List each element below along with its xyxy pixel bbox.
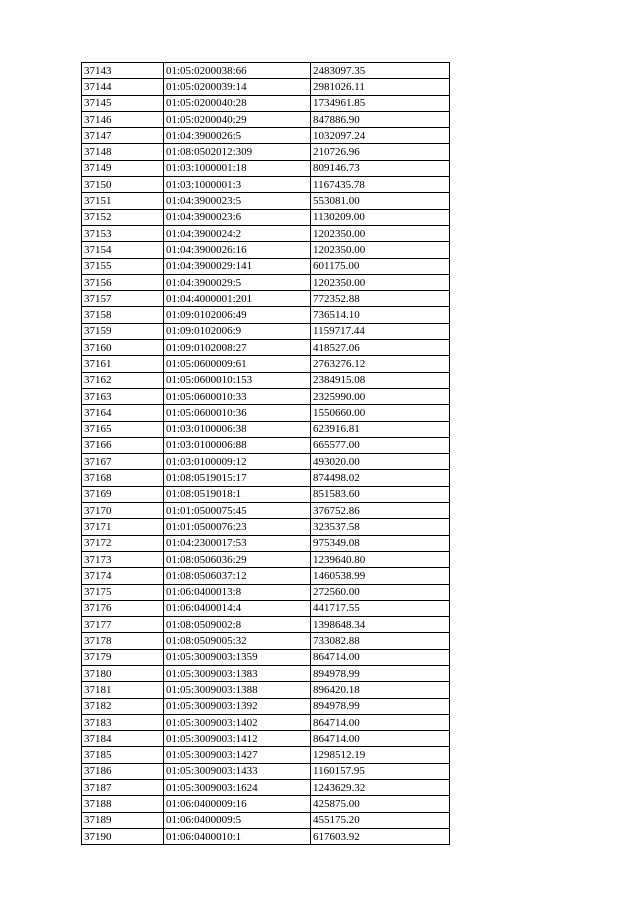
row-number-cell: 37146 — [82, 111, 164, 127]
cadastral-number-cell: 01:04:3900026:5 — [164, 128, 311, 144]
table-row — [82, 535, 450, 551]
cadastral-number-cell: 01:01:0500075:45 — [164, 503, 311, 519]
row-number-cell: 37164 — [82, 405, 164, 421]
cadastral-number-cell: 01:05:0600010:36 — [164, 405, 311, 421]
table-row — [82, 193, 450, 209]
cadastral-number-cell: 01:04:3900029:5 — [164, 274, 311, 290]
value-cell: 1202350.00 — [311, 274, 450, 290]
row-number-cell: 37160 — [82, 340, 164, 356]
cadastral-number-cell: 01:03:0100006:88 — [164, 437, 311, 453]
table-row — [82, 780, 450, 796]
table-row — [82, 242, 450, 258]
cadastral-number-cell: 01:03:1000001:18 — [164, 160, 311, 176]
table-row — [82, 617, 450, 633]
row-number-cell: 37162 — [82, 372, 164, 388]
spreadsheet-page — [81, 62, 449, 845]
row-number-cell: 37186 — [82, 763, 164, 779]
value-cell: 272560.00 — [311, 584, 450, 600]
row-number-cell: 37153 — [82, 225, 164, 241]
row-number-cell: 37177 — [82, 617, 164, 633]
row-number-cell: 37178 — [82, 633, 164, 649]
cadastral-number-cell: 01:03:0100006:38 — [164, 421, 311, 437]
table-row — [82, 698, 450, 714]
value-cell: 1202350.00 — [311, 225, 450, 241]
cadastral-number-cell: 01:09:0102006:49 — [164, 307, 311, 323]
value-cell: 864714.00 — [311, 649, 450, 665]
cadastral-number-cell: 01:05:3009003:1433 — [164, 763, 311, 779]
table-row — [82, 503, 450, 519]
cadastral-number-cell: 01:06:0400013:8 — [164, 584, 311, 600]
cadastral-number-cell: 01:05:3009003:1412 — [164, 731, 311, 747]
table-row — [82, 63, 450, 79]
value-cell: 665577.00 — [311, 437, 450, 453]
value-cell: 874498.02 — [311, 470, 450, 486]
cadastral-number-cell: 01:09:0102008:27 — [164, 340, 311, 356]
row-number-cell: 37184 — [82, 731, 164, 747]
table-row — [82, 568, 450, 584]
table-row — [82, 796, 450, 812]
value-cell: 733082.88 — [311, 633, 450, 649]
value-cell: 1159717.44 — [311, 323, 450, 339]
row-number-cell: 37179 — [82, 649, 164, 665]
value-cell: 441717.55 — [311, 600, 450, 616]
row-number-cell: 37185 — [82, 747, 164, 763]
table-row — [82, 421, 450, 437]
table-row — [82, 470, 450, 486]
value-cell: 1167435.78 — [311, 177, 450, 193]
table-row — [82, 665, 450, 681]
row-number-cell: 37151 — [82, 193, 164, 209]
cadastral-number-cell: 01:05:0600010:153 — [164, 372, 311, 388]
cadastral-number-cell: 01:04:3900026:16 — [164, 242, 311, 258]
cadastral-number-cell: 01:05:0600009:61 — [164, 356, 311, 372]
cadastral-number-cell: 01:04:4000001:201 — [164, 291, 311, 307]
table-row — [82, 291, 450, 307]
table-row — [82, 356, 450, 372]
table-row — [82, 307, 450, 323]
row-number-cell: 37169 — [82, 486, 164, 502]
table-row — [82, 405, 450, 421]
value-cell: 210726.96 — [311, 144, 450, 160]
row-number-cell: 37149 — [82, 160, 164, 176]
row-number-cell: 37174 — [82, 568, 164, 584]
table-row — [82, 633, 450, 649]
value-cell: 455175.20 — [311, 812, 450, 828]
value-cell: 623916.81 — [311, 421, 450, 437]
cadastral-number-cell: 01:05:3009003:1383 — [164, 665, 311, 681]
row-number-cell: 37190 — [82, 828, 164, 844]
row-number-cell: 37183 — [82, 714, 164, 730]
value-cell: 809146.73 — [311, 160, 450, 176]
value-cell: 851583.60 — [311, 486, 450, 502]
row-number-cell: 37161 — [82, 356, 164, 372]
cadastral-number-cell: 01:05:3009003:1427 — [164, 747, 311, 763]
value-cell: 896420.18 — [311, 682, 450, 698]
table-row — [82, 682, 450, 698]
cadastral-number-cell: 01:06:0400014:4 — [164, 600, 311, 616]
table-row — [82, 340, 450, 356]
row-number-cell: 37148 — [82, 144, 164, 160]
value-cell: 772352.88 — [311, 291, 450, 307]
table-row — [82, 274, 450, 290]
value-cell: 425875.00 — [311, 796, 450, 812]
cadastral-number-cell: 01:05:3009003:1388 — [164, 682, 311, 698]
cadastral-number-cell: 01:05:3009003:1402 — [164, 714, 311, 730]
value-cell: 601175.00 — [311, 258, 450, 274]
row-number-cell: 37189 — [82, 812, 164, 828]
cadastral-number-cell: 01:08:0519018:1 — [164, 486, 311, 502]
value-cell: 2981026.11 — [311, 79, 450, 95]
row-number-cell: 37170 — [82, 503, 164, 519]
row-number-cell: 37180 — [82, 665, 164, 681]
row-number-cell: 37147 — [82, 128, 164, 144]
table-row — [82, 79, 450, 95]
table-row — [82, 323, 450, 339]
value-cell: 847886.90 — [311, 111, 450, 127]
row-number-cell: 37145 — [82, 95, 164, 111]
table-row — [82, 584, 450, 600]
row-number-cell: 37154 — [82, 242, 164, 258]
row-number-cell: 37175 — [82, 584, 164, 600]
value-cell: 894978.99 — [311, 665, 450, 681]
cadastral-number-cell: 01:06:0400009:5 — [164, 812, 311, 828]
cadastral-number-cell: 01:04:3900029:141 — [164, 258, 311, 274]
row-number-cell: 37159 — [82, 323, 164, 339]
value-cell: 617603.92 — [311, 828, 450, 844]
value-cell: 1202350.00 — [311, 242, 450, 258]
table-row — [82, 731, 450, 747]
cadastral-number-cell: 01:05:0600010:33 — [164, 388, 311, 404]
cadastral-number-cell: 01:08:0509002:8 — [164, 617, 311, 633]
value-cell: 1239640.80 — [311, 551, 450, 567]
cadastral-number-cell: 01:05:3009003:1624 — [164, 780, 311, 796]
cadastral-number-cell: 01:05:0200038:66 — [164, 63, 311, 79]
table-row — [82, 95, 450, 111]
value-cell: 1130209.00 — [311, 209, 450, 225]
row-number-cell: 37167 — [82, 454, 164, 470]
value-cell: 1160157.95 — [311, 763, 450, 779]
row-number-cell: 37155 — [82, 258, 164, 274]
row-number-cell: 37152 — [82, 209, 164, 225]
cadastral-number-cell: 01:09:0102006:9 — [164, 323, 311, 339]
table-row — [82, 437, 450, 453]
value-cell: 323537.58 — [311, 519, 450, 535]
cadastral-number-cell: 01:05:0200040:28 — [164, 95, 311, 111]
cadastral-number-cell: 01:08:0519015:17 — [164, 470, 311, 486]
cadastral-number-cell: 01:05:3009003:1359 — [164, 649, 311, 665]
table-row — [82, 128, 450, 144]
value-cell: 736514.10 — [311, 307, 450, 323]
value-cell: 418527.06 — [311, 340, 450, 356]
row-number-cell: 37172 — [82, 535, 164, 551]
value-cell: 975349.08 — [311, 535, 450, 551]
cadastral-number-cell: 01:06:0400010:1 — [164, 828, 311, 844]
value-cell: 1032097.24 — [311, 128, 450, 144]
cadastral-number-cell: 01:08:0502012:309 — [164, 144, 311, 160]
row-number-cell: 37171 — [82, 519, 164, 535]
value-cell: 2325990.00 — [311, 388, 450, 404]
value-cell: 1243629.32 — [311, 780, 450, 796]
cadastral-number-cell: 01:03:0100009:12 — [164, 454, 311, 470]
row-number-cell: 37182 — [82, 698, 164, 714]
cadastral-number-cell: 01:04:3900024:2 — [164, 225, 311, 241]
row-number-cell: 37173 — [82, 551, 164, 567]
table-row — [82, 519, 450, 535]
table-row — [82, 828, 450, 844]
row-number-cell: 37165 — [82, 421, 164, 437]
table-row — [82, 177, 450, 193]
table-row — [82, 812, 450, 828]
table-row — [82, 160, 450, 176]
cadastral-number-cell: 01:04:3900023:6 — [164, 209, 311, 225]
cadastral-number-cell: 01:04:2300017:53 — [164, 535, 311, 551]
cadastral-number-cell: 01:06:0400009:16 — [164, 796, 311, 812]
row-number-cell: 37158 — [82, 307, 164, 323]
row-number-cell: 37187 — [82, 780, 164, 796]
data-table — [81, 62, 450, 845]
cadastral-number-cell: 01:08:0509005:32 — [164, 633, 311, 649]
value-cell: 894978.99 — [311, 698, 450, 714]
table-row — [82, 258, 450, 274]
value-cell: 1298512.19 — [311, 747, 450, 763]
row-number-cell: 37176 — [82, 600, 164, 616]
table-row — [82, 763, 450, 779]
table-row — [82, 600, 450, 616]
cadastral-number-cell: 01:03:1000001:3 — [164, 177, 311, 193]
value-cell: 376752.86 — [311, 503, 450, 519]
table-row — [82, 649, 450, 665]
row-number-cell: 37156 — [82, 274, 164, 290]
row-number-cell: 37166 — [82, 437, 164, 453]
cadastral-number-cell: 01:05:3009003:1392 — [164, 698, 311, 714]
table-row — [82, 551, 450, 567]
value-cell: 2483097.35 — [311, 63, 450, 79]
cadastral-number-cell: 01:05:0200039:14 — [164, 79, 311, 95]
table-body — [82, 63, 450, 845]
row-number-cell: 37144 — [82, 79, 164, 95]
value-cell: 493020.00 — [311, 454, 450, 470]
value-cell: 553081.00 — [311, 193, 450, 209]
cadastral-number-cell: 01:08:0506037:12 — [164, 568, 311, 584]
table-row — [82, 486, 450, 502]
table-row — [82, 225, 450, 241]
row-number-cell: 37150 — [82, 177, 164, 193]
row-number-cell: 37188 — [82, 796, 164, 812]
table-row — [82, 111, 450, 127]
row-number-cell: 37181 — [82, 682, 164, 698]
row-number-cell: 37157 — [82, 291, 164, 307]
row-number-cell: 37168 — [82, 470, 164, 486]
table-row — [82, 454, 450, 470]
cadastral-number-cell: 01:01:0500076:23 — [164, 519, 311, 535]
table-row — [82, 714, 450, 730]
value-cell: 2763276.12 — [311, 356, 450, 372]
table-row — [82, 144, 450, 160]
table-row — [82, 747, 450, 763]
cadastral-number-cell: 01:04:3900023:5 — [164, 193, 311, 209]
cadastral-number-cell: 01:08:0506036:29 — [164, 551, 311, 567]
table-row — [82, 372, 450, 388]
value-cell: 1398648.34 — [311, 617, 450, 633]
row-number-cell: 37163 — [82, 388, 164, 404]
value-cell: 2384915.08 — [311, 372, 450, 388]
table-row — [82, 388, 450, 404]
row-number-cell: 37143 — [82, 63, 164, 79]
value-cell: 1460538.99 — [311, 568, 450, 584]
value-cell: 864714.00 — [311, 731, 450, 747]
value-cell: 1734961.85 — [311, 95, 450, 111]
table-row — [82, 209, 450, 225]
value-cell: 864714.00 — [311, 714, 450, 730]
cadastral-number-cell: 01:05:0200040:29 — [164, 111, 311, 127]
value-cell: 1550660.00 — [311, 405, 450, 421]
